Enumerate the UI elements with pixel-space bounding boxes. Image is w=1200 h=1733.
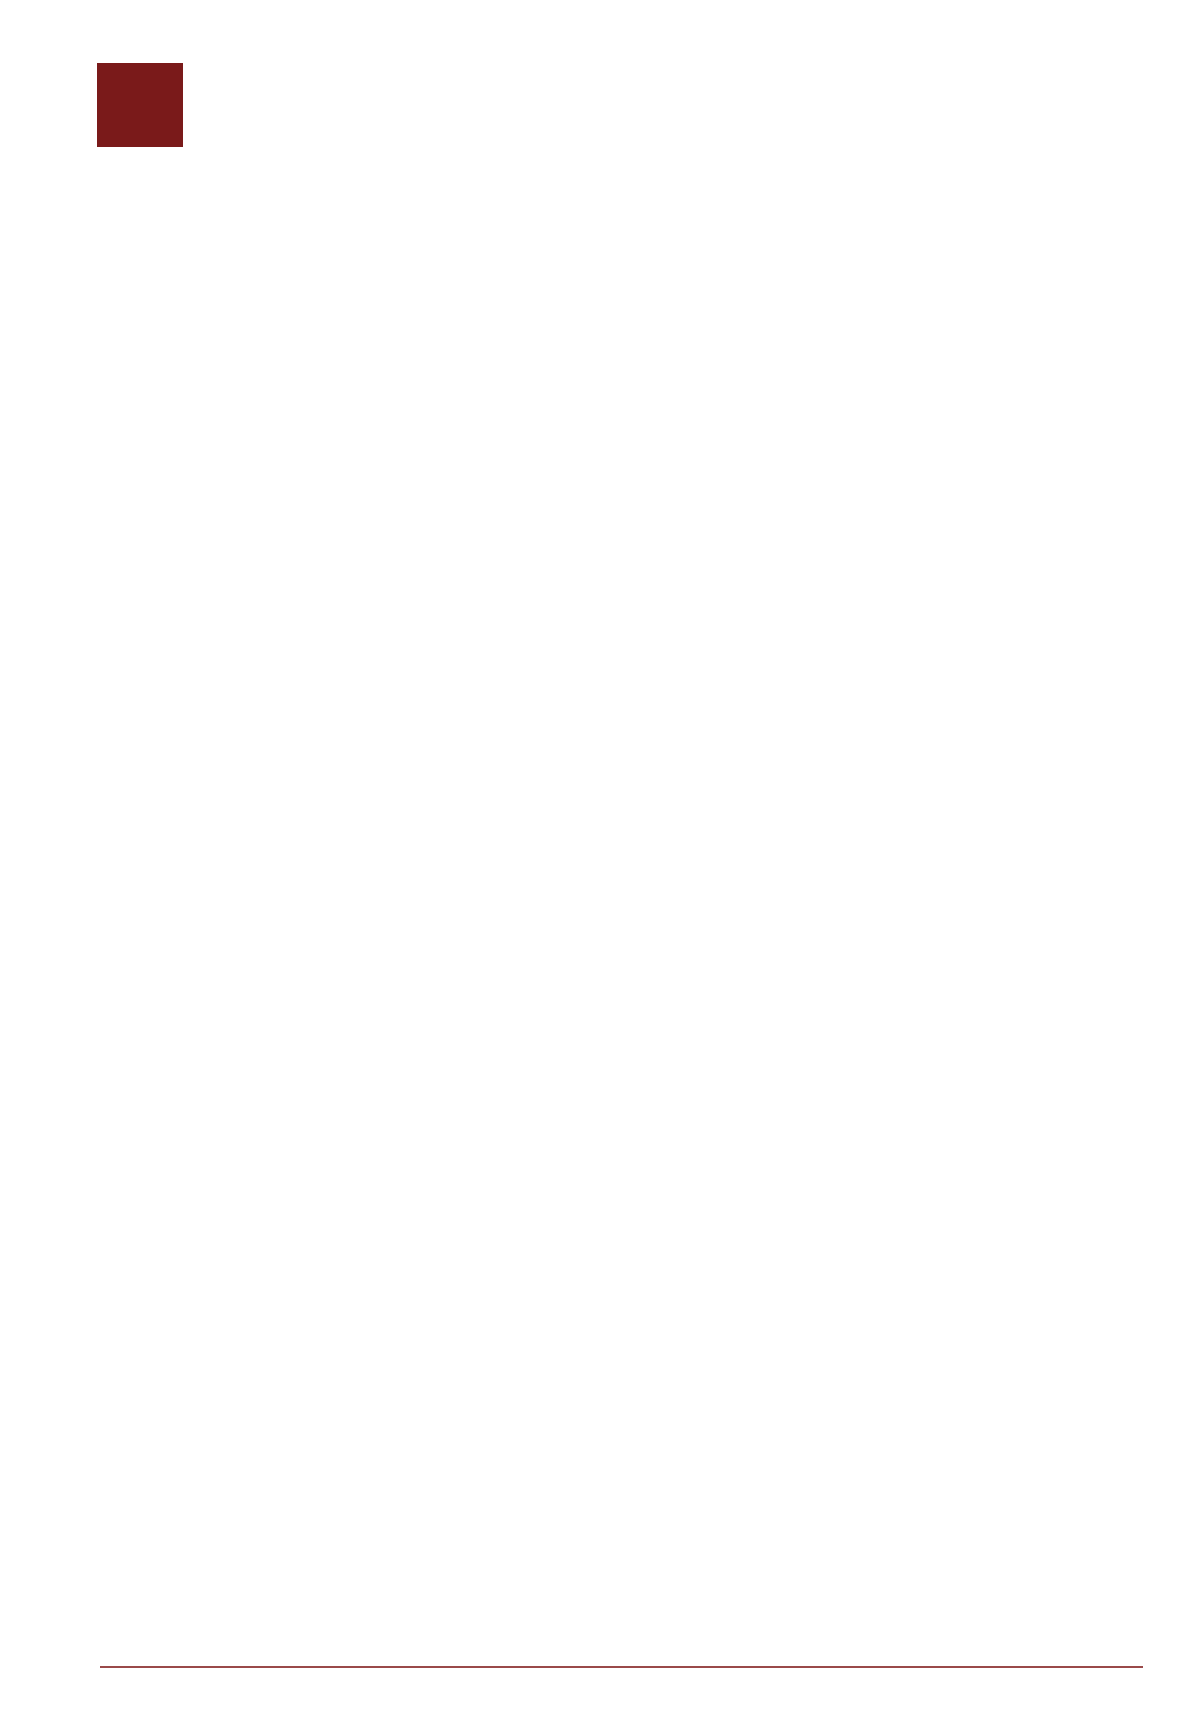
table-bottom-rule — [100, 1666, 1143, 1668]
section-badge — [97, 63, 183, 147]
temperature-legend — [800, 84, 1096, 126]
calendar-table — [100, 210, 1143, 1668]
month-sidebar — [58, 260, 98, 1670]
temperature-scale — [800, 136, 1120, 176]
